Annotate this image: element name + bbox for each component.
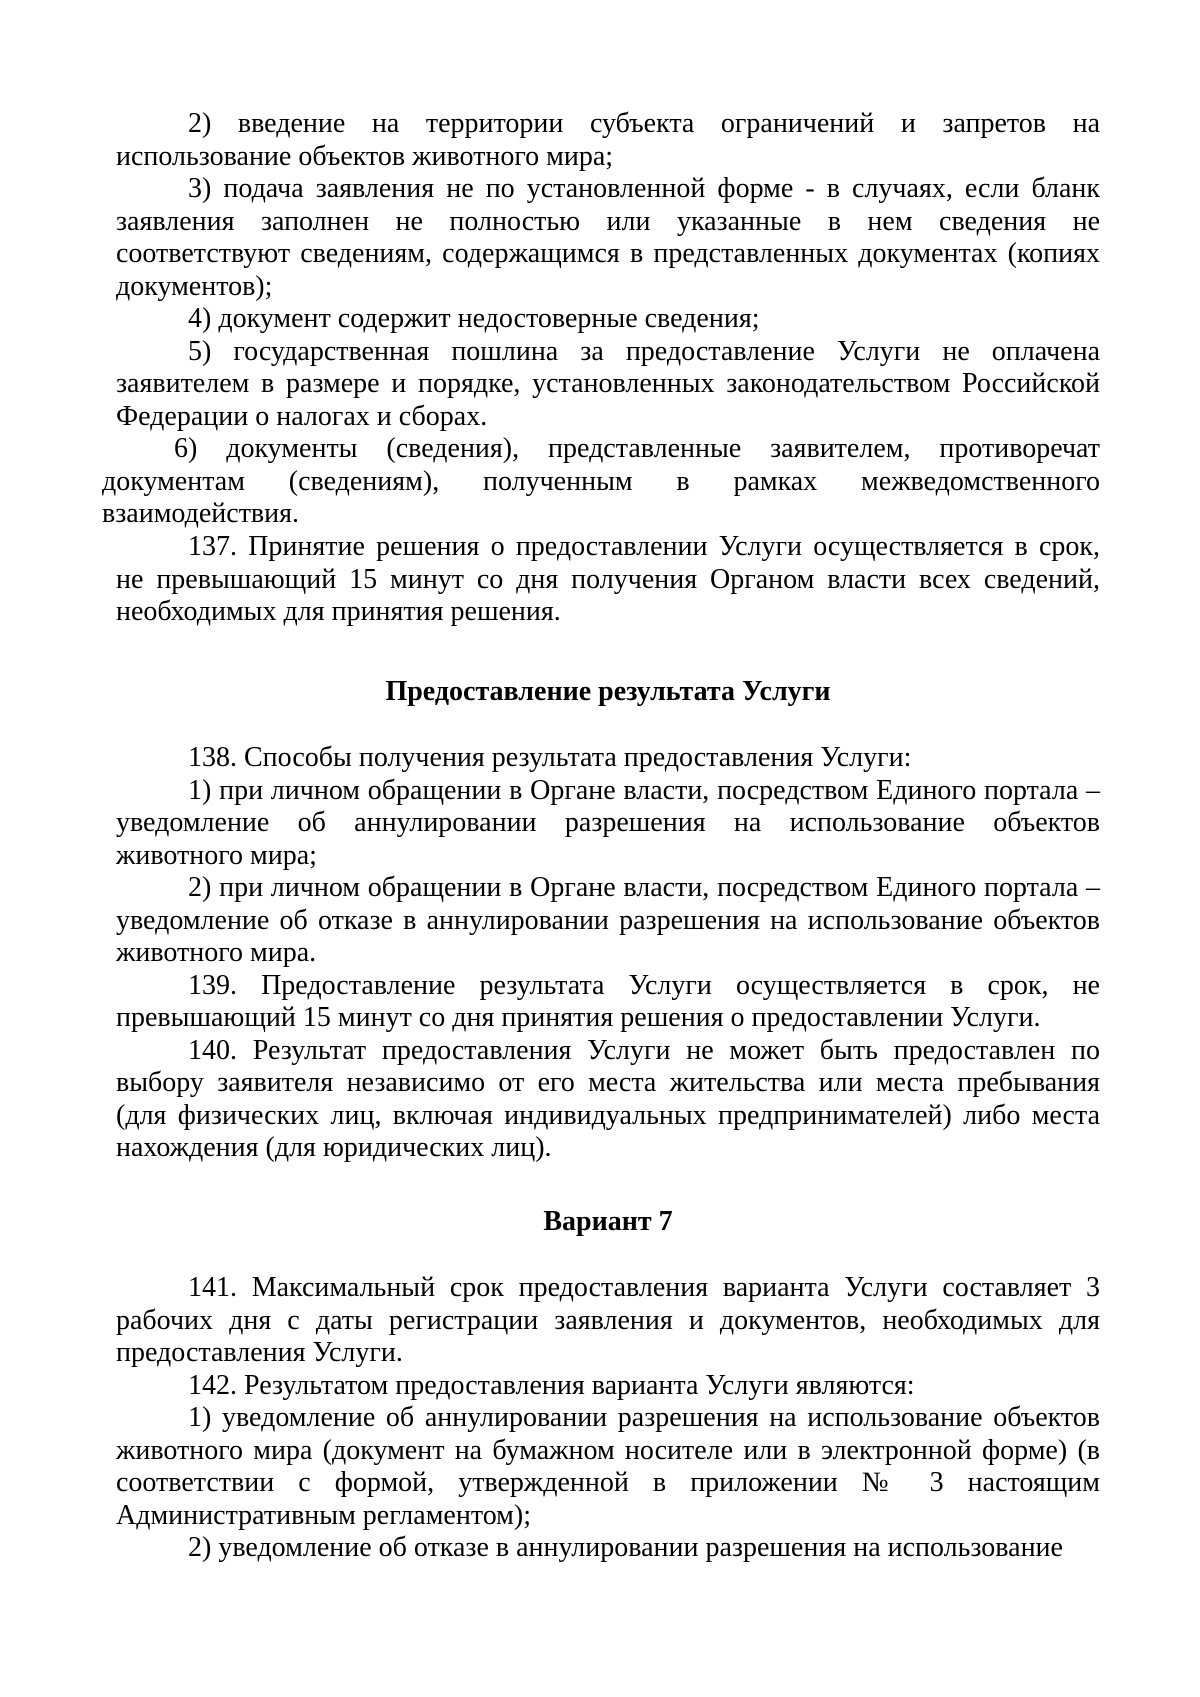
list-continuation	[116, 108, 1100, 433]
section-heading: Вариант 7	[543, 1206, 673, 1237]
list-item: 6) документы (сведения), представленные заявителем, противоречат документам (сведениям), полученным в рамках межведомственного взаимодействия.	[102, 433, 1100, 529]
list-item: 2) введение на территории субъекта ограничений и запретов на использование объектов животного мира;	[116, 108, 1100, 172]
list-item: 1) уведомление об аннулировании разрешения на использование объектов животного мира (документ на бумажном носителе или в электронной форме) (в соответствии с формой, утвержденной в приложении № 3 настоящим Административным регламентом);	[116, 1402, 1100, 1531]
paragraph: 141. Максимальный срок предоставления варианта Услуги составляет 3 рабочих дня с даты регистрации заявления и документов, необходимых для предоставления Услуги.	[116, 1272, 1100, 1368]
paragraph: 138. Способы получения результата предоставления Услуги:	[188, 742, 912, 773]
paragraph: 137. Принятие решения о предоставлении Услуги осуществляется в срок, не превышающий 15 минут со дня получения Органом власти всех сведений, необходимых для принятия решения.	[116, 531, 1100, 627]
section-2-body	[116, 1272, 1100, 1565]
section-heading: Предоставление результата Услуги	[385, 676, 831, 707]
paragraph: 139. Предоставление результата Услуги осуществляется в срок, не превышающий 15 минут со дня принятия решения о предоставлении Услуги.	[116, 969, 1100, 1033]
list-item: 2) уведомление об отказе в аннулировании разрешения на использование	[188, 1532, 1063, 1563]
paragraph: 140. Результат предоставления Услуги не может быть предоставлен по выбору заявителя независимо от его места жительства или места пребывания (для физических лиц, включая индивидуальных предпринимателей) либо места нахождения (для юридических лиц).	[116, 1034, 1100, 1163]
paragraph: 142. Результатом предоставления варианта Услуги являются:	[188, 1369, 915, 1401]
list-item: 4) документ содержит недостоверные сведения;	[188, 303, 760, 334]
section-1-body	[116, 742, 1100, 1165]
list-item-6-block	[102, 433, 1100, 531]
list-item: 5) государственная пошлина за предоставление Услуги не оплачена заявителем в размере и порядке, установленных законодательством Российской Федерации о налогах и сборах.	[116, 335, 1100, 432]
list-item: 3) подача заявления не по установленной форме - в случаях, если бланк заявления заполнен не полностью или указанные в нем сведения не соответствуют сведениям, содержащимся в представленных документах (копиях документов);	[116, 173, 1100, 302]
list-item: 1) при личном обращении в Органе власти, посредством Единого портала – уведомление об аннулировании разрешения на использование объектов животного мира;	[116, 774, 1100, 871]
list-item: 2) при личном обращении в Органе власти, посредством Единого портала – уведомление об отказе в аннулировании разрешения на использование объектов животного мира.	[116, 872, 1100, 968]
paragraph-137-block	[116, 531, 1100, 629]
